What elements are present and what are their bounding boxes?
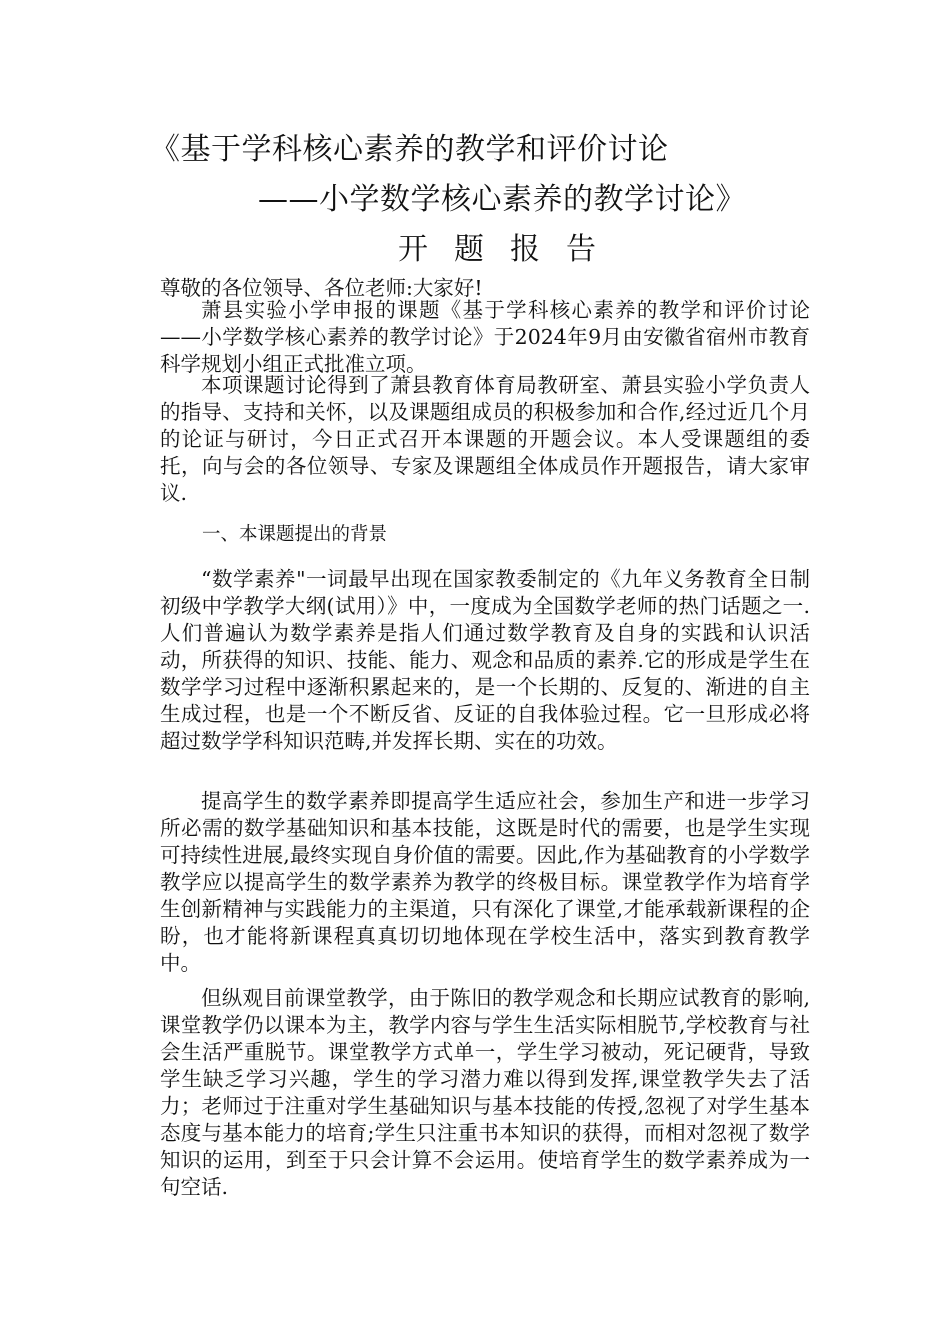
section-heading-background: 一、本课题提出的背景	[202, 524, 388, 545]
paragraph-acknowledgement: 本项课题讨论得到了萧县教育体育局教研室、萧县实验小学负责人的指导、支持和关怀，以及课题组成员的积极参加和合作,经过近几个月的论证与研讨，今日正式召开本课题的开题会议。本人受课题组的委托，向与会的各位领导、专家及课题组全体成员作开题报告，请大家审议.	[160, 373, 810, 505]
report-title: 开题报告	[398, 232, 622, 267]
document-title-line1: 《基于学科核心素养的教学和评价讨论	[150, 132, 669, 167]
paragraph-project-approval: 萧县实验小学申报的课题《基于学科核心素养的教学和评价讨论——小学数学核心素养的教学讨论》于2024年9月由安徽省宿州市教育科学规划小组正式批准立项。	[160, 298, 810, 376]
greeting-line: 尊敬的各位领导、各位老师:大家好!	[160, 276, 483, 300]
document-title-line2: ——小学数学核心素养的教学讨论》	[258, 182, 746, 217]
paragraph-math-literacy-definition: “数学素养"一词最早出现在国家教委制定的《九年义务教育全日制初级中学教学大纲(试用）》中，一度成为全国数学老师的热门话题之一.人们普遍认为数学素养是指人们通过数学教育及自身的实践和认识活动，所获得的知识、技能、能力、观念和品质的素养.它的形成是学生在数学学习过程中逐渐积累起来的，是一个长期的、反复的、渐进的自主生成过程，也是一个不断反省、反证的自我体验过程。它一旦形成必将超过数学学科知识范畴,并发挥长期、实在的功效。	[160, 567, 810, 753]
paragraph-current-problems: 但纵观目前课堂教学，由于陈旧的教学观念和长期应试教育的影响,课堂教学仍以课本为主，教学内容与学生生活实际相脱节,学校教育与社会生活严重脱节。课堂教学方式单一，学生学习被动，死记硬背，导致学生缺乏学习兴趣，学生的学习潜力难以得到发挥,课堂教学失去了活力；老师过于注重对学生基础知识与基本技能的传授,忽视了对学生基本态度与基本能力的培育;学生只注重书本知识的获得，而相对忽视了数学知识的运用，到至于只会计算不会运用。使培育学生的数学素养成为一句空话.	[160, 986, 810, 1199]
paragraph-improving-literacy: 提高学生的数学素养即提高学生适应社会，参加生产和进一步学习所必需的数学基础知识和基本技能，这既是时代的需要，也是学生实现可持续性进展,最终实现自身价值的需要。因此,作为基础教育的小学数学教学应以提高学生的数学素养为教学的终极目标。课堂教学作为培育学生创新精神与实践能力的主渠道，只有深化了课堂,才能承载新课程的企盼，也才能将新课程真真切切地体现在学校生活中，落实到教育教学中。	[160, 789, 810, 975]
